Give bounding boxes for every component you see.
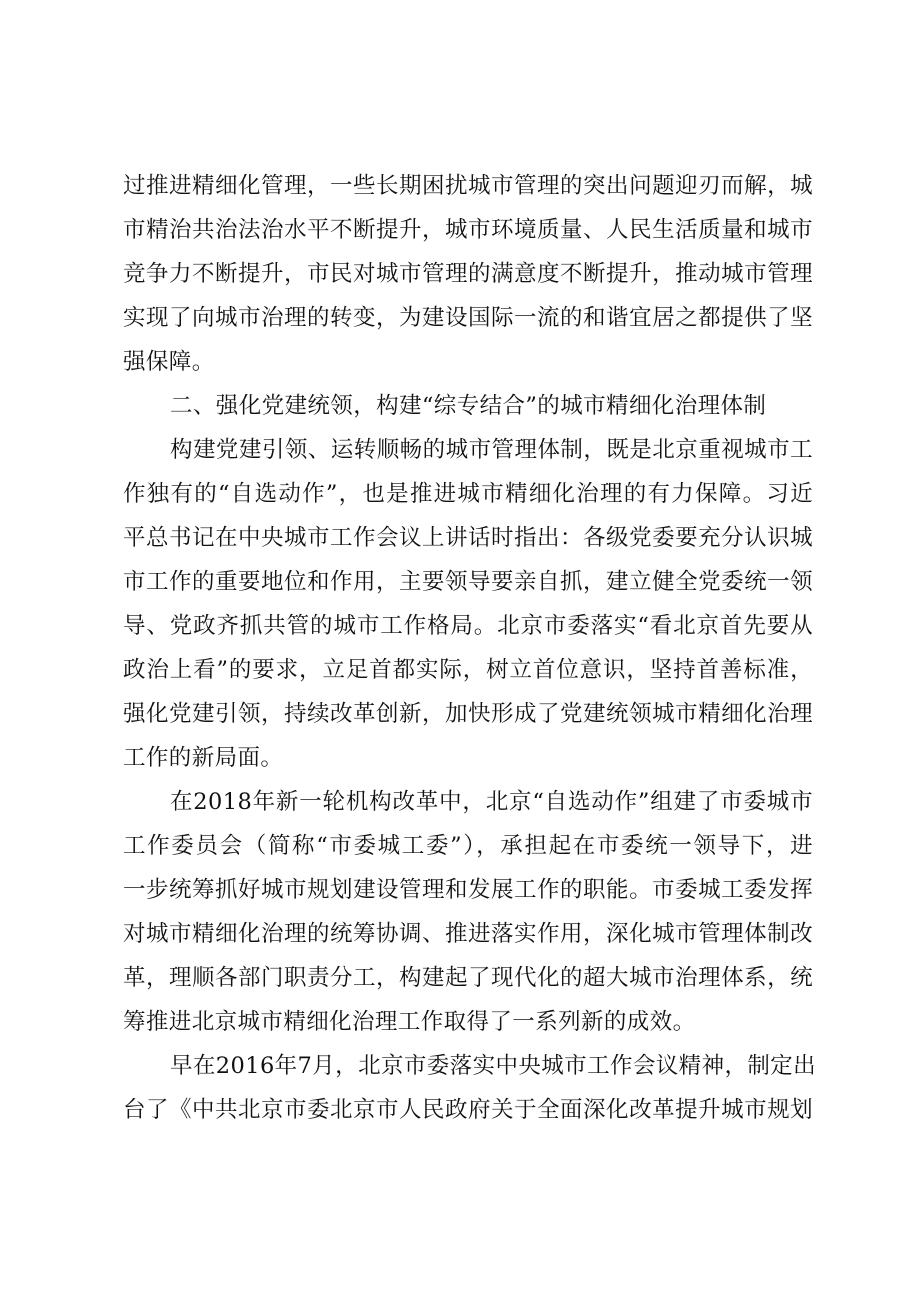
paragraph-line: 过推进精细化管理，一些长期困扰城市管理的突出问题迎刃而解，城 <box>123 173 813 199</box>
paragraph-line: 在2018年新一轮机构改革中，北京“自选动作”组建了市委城市 <box>170 789 813 815</box>
paragraph-line: 筹推进北京城市精细化治理工作取得了一系列新的成效。 <box>123 1009 696 1035</box>
paragraph-line: 一步统筹抓好城市规划建设管理和发展工作的职能。市委城工委发挥 <box>123 877 813 903</box>
paragraph-line: 构建党建引领、运转顺畅的城市管理体制，既是北京重视城市工 <box>170 437 813 463</box>
section-heading: 二、强化党建统领，构建“综专结合”的城市精细化治理体制 <box>170 393 767 419</box>
paragraph-line: 早在2016年7月，北京市委落实中央城市工作会议精神，制定出 <box>170 1053 817 1079</box>
paragraph-line: 实现了向城市治理的转变，为建设国际一流的和谐宜居之都提供了坚 <box>123 305 813 331</box>
paragraph-line: 对城市精细化治理的统筹协调、推进落实作用，深化城市管理体制改 <box>123 921 813 947</box>
paragraph-line: 革，理顺各部门职责分工，构建起了现代化的超大城市治理体系，统 <box>123 965 813 991</box>
paragraph-line: 市工作的重要地位和作用，主要领导要亲自抓，建立健全党委统一领 <box>123 569 813 595</box>
paragraph-line: 强化党建引领，持续改革创新，加快形成了党建统领城市精细化治理 <box>123 701 813 727</box>
paragraph-line: 工作委员会（简称“市委城工委”），承担起在市委统一领导下，进 <box>123 833 813 859</box>
paragraph-line: 强保障。 <box>123 349 215 375</box>
paragraph-line: 竞争力不断提升，市民对城市管理的满意度不断提升，推动城市管理 <box>123 261 813 287</box>
paragraph-line: 政治上看”的要求，立足首都实际，树立首位意识，坚持首善标准， <box>123 657 813 683</box>
paragraph-line: 作独有的“自选动作”，也是推进城市精细化治理的有力保障。习近 <box>123 481 813 507</box>
paragraph-line: 台了《中共北京市委北京市人民政府关于全面深化改革提升城市规划 <box>123 1097 813 1123</box>
paragraph-line: 导、党政齐抓共管的城市工作格局。北京市委落实“看北京首先要从 <box>123 613 813 639</box>
paragraph-line: 市精治共治法治水平不断提升，城市环境质量、人民生活质量和城市 <box>123 217 813 243</box>
paragraph-line: 平总书记在中央城市工作会议上讲话时指出：各级党委要充分认识城 <box>123 525 813 551</box>
paragraph-line: 工作的新局面。 <box>123 745 284 771</box>
